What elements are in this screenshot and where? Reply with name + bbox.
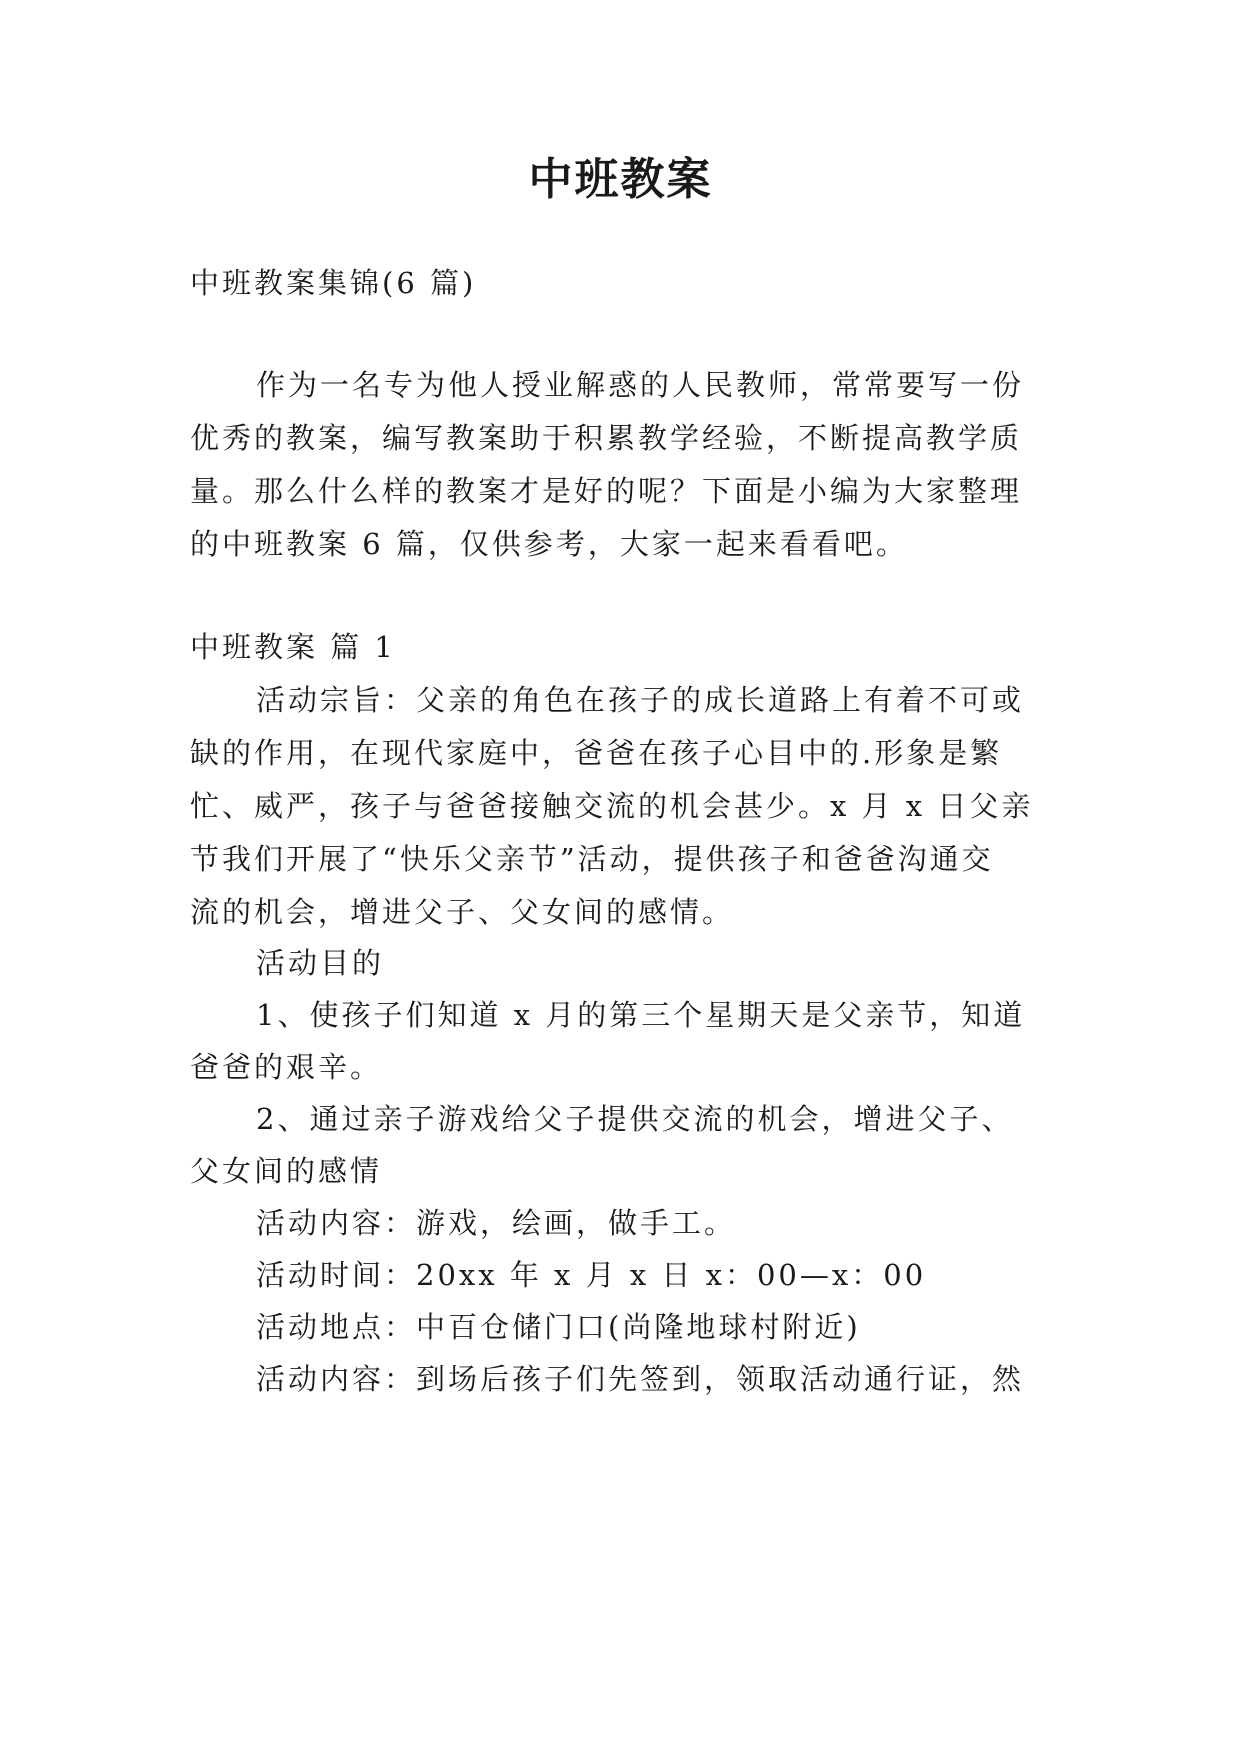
body-line: 2、通过亲子游戏给父子提供交流的机会，增进父子、 <box>256 1102 1014 1136</box>
body-line: 节我们开展了“快乐父亲节”活动，提供孩子和爸爸沟通交 <box>190 842 994 876</box>
body-line: 忙、威严，孩子与爸爸接触交流的机会甚少。x 月 x 日父亲 <box>190 789 1034 823</box>
body-line: 活动内容：到场后孩子们先签到，领取活动通行证，然 <box>256 1362 1025 1396</box>
body-line: 父女间的感情 <box>190 1154 383 1188</box>
body-line: 活动地点：中百仓储门口(尚隆地球村附近) <box>256 1310 861 1344</box>
body-line: 1、使孩子们知道 x 月的第三个星期天是父亲节，知道 <box>256 998 1026 1032</box>
document-subtitle: 中班教案集锦(6 篇) <box>190 266 477 300</box>
intro-line: 量。那么什么样的教案才是好的呢？下面是小编为大家整理 <box>190 474 1023 508</box>
section-heading: 中班教案 篇 1 <box>190 630 396 664</box>
body-line: 缺的作用，在现代家庭中，爸爸在孩子心目中的.形象是繁 <box>190 736 1003 770</box>
document-title: 中班教案 <box>528 154 713 205</box>
intro-line: 的中班教案 6 篇，仅供参考，大家一起来看看吧。 <box>190 527 908 561</box>
body-line: 活动时间：20xx 年 x 月 x 日 x：00—x：00 <box>256 1258 927 1292</box>
body-line: 活动目的 <box>256 946 385 980</box>
body-line: 爸爸的艰辛。 <box>190 1050 383 1084</box>
intro-line: 作为一名专为他人授业解惑的人民教师，常常要写一份 <box>256 368 1025 402</box>
body-line: 流的机会，增进父子、父女间的感情。 <box>190 895 735 929</box>
body-line: 活动宗旨：父亲的角色在孩子的成长道路上有着不可或 <box>256 683 1025 717</box>
intro-line: 优秀的教案，编写教案助于积累教学经验，不断提高教学质 <box>190 421 1023 455</box>
body-line: 活动内容：游戏，绘画，做手工。 <box>256 1206 737 1240</box>
